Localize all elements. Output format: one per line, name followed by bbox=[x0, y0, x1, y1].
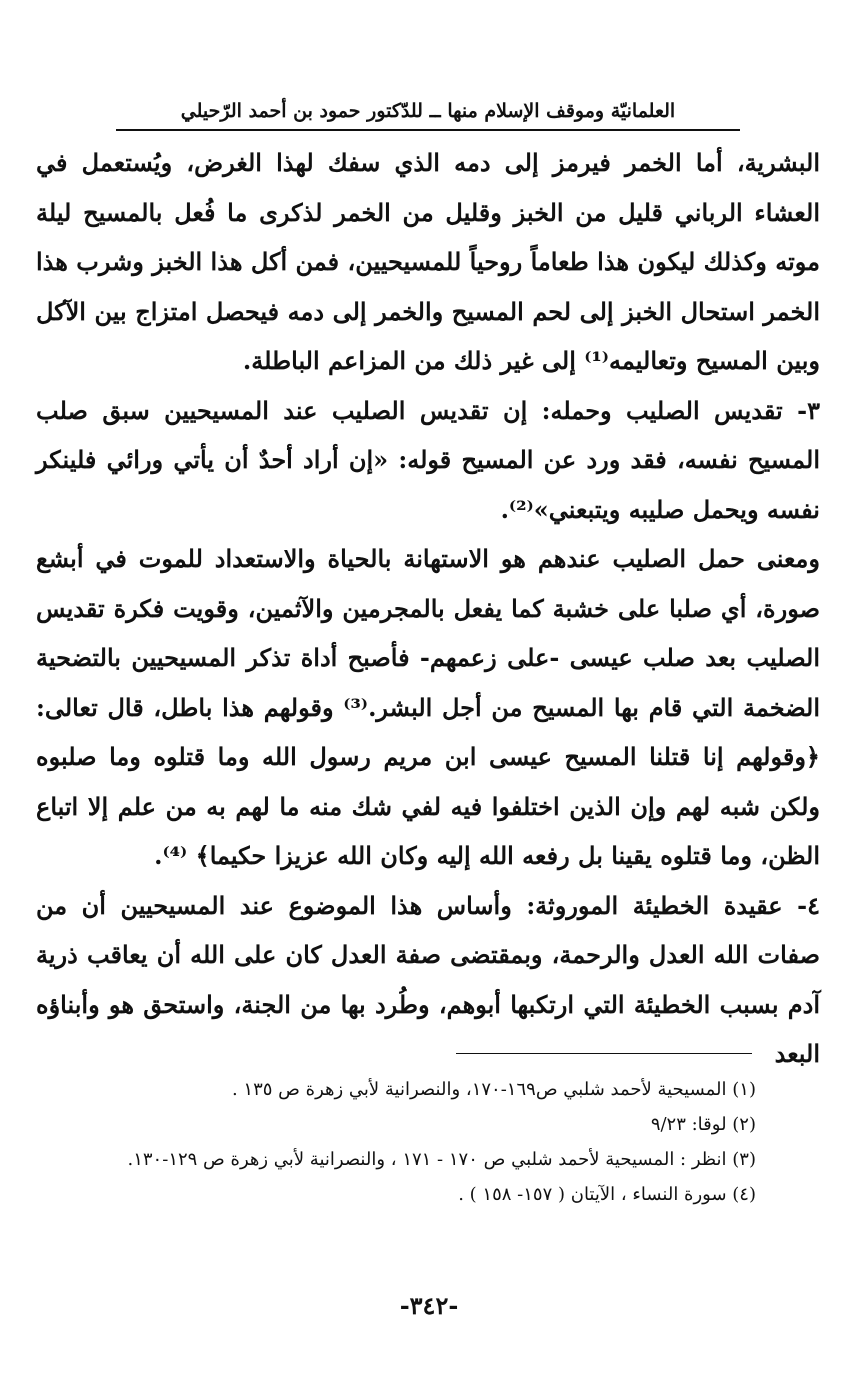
paragraph-eucharist: البشرية، أما الخمر فيرمز إلى دمه الذي سفك لهذا الغرض، ويُستعمل في العشاء الرباني قليل من الخبز وقليل من الخمر لذكرى ما فُعل بالمسيح ليلة موته وكذلك ليكون هذا طعاماً روحياً للمسيحيين، فمن أكل هذا الخبز وشرب هذا الخمر استحال الخبز إلى لحم المسيح والخمر إلى دمه فيحصل امتزاج بين الآكل وبين المسيح وتعاليمه⁽¹⁾ إلى غير ذلك من المزاعم الباطلة. bbox=[36, 148, 820, 375]
page-number: -٣٤٢- bbox=[399, 1291, 459, 1320]
quran-verse: ﴿وقولهم إنا قتلنا المسيح عيسى ابن مريم رسول الله وما قتلوه وما صلبوه ولكن شبه لهم وإن الذين اختلفوا فيه لفي شك منه ما لهم به من علم إلا اتباع الظن، وما قتلوه يقينا بل رفعه الله إليه وكان الله عزيزا حكيما﴾ bbox=[36, 742, 820, 870]
paragraph-cross-veneration: ٣- تقديس الصليب وحمله: إن تقديس الصليب عند المسيحيين سبق صلب المسيح نفسه، فقد ورد عن المسيح قوله: «إن أراد أحدٌ أن يأتي ورائي فلينكر نفسه ويحمل صليبه ويتبعني»⁽²⁾. bbox=[36, 395, 821, 524]
running-header: العلمانيّة وموقف الإسلام منها ــ للدّكتور حمود بن أحمد الرّحيلي bbox=[180, 100, 676, 122]
footnote-rule bbox=[456, 1053, 752, 1054]
header-rule bbox=[116, 129, 740, 131]
paragraph-cross-meaning bbox=[36, 534, 820, 881]
footnote-3: (٣) انظر : المسيحية لأحمد شلبي ص ١٧٠ - ١٧١ ، والنصرانية لأبي زهرة ص ١٢٩-١٣٠. bbox=[127, 1149, 756, 1170]
paragraph-cross-meaning-text: ومعنى حمل الصليب عندهم هو الاستهانة بالحياة والاستعداد للموت في أبشع صورة، أي صلبا على خشبة كما يفعل بالمجرمين والآثمين، وقويت فكرة تقديس الصليب بعد صلب عيسى -على زعمهم- فأصبح أداة تذكر المسيحيين بالتضحية الضخمة التي قام بها المسيح من أجل البشر.⁽³⁾ وقولهم هذا باطل، قال تعالى: bbox=[36, 544, 821, 722]
paragraph-original-sin: ٤- عقيدة الخطيئة الموروثة: وأساس هذا الموضوع عند المسيحيين أن من صفات الله العدل والرحمة، وبمقتضى صفة العدل كان على الله أن يعاقب ذرية آدم بسبب الخطيئة التي ارتكبها أبوهم، وطُرد بها من الجنة، واستحق هو وأبناؤه البعد bbox=[36, 890, 820, 1068]
main-text bbox=[36, 138, 820, 1079]
verse-footnote-ref: ⁽⁴⁾. bbox=[154, 841, 188, 870]
footnote-2: (٢) لوقا: ٩/٢٣ bbox=[650, 1114, 756, 1135]
footnotes bbox=[36, 1072, 756, 1212]
footnote-4: (٤) سورة النساء ، الآيتان ( ١٥٧- ١٥٨ ) . bbox=[458, 1184, 756, 1205]
footnote-1: (١) المسيحية لأحمد شلبي ص١٦٩-١٧٠، والنصرانية لأبي زهرة ص ١٣٥ . bbox=[231, 1079, 756, 1100]
